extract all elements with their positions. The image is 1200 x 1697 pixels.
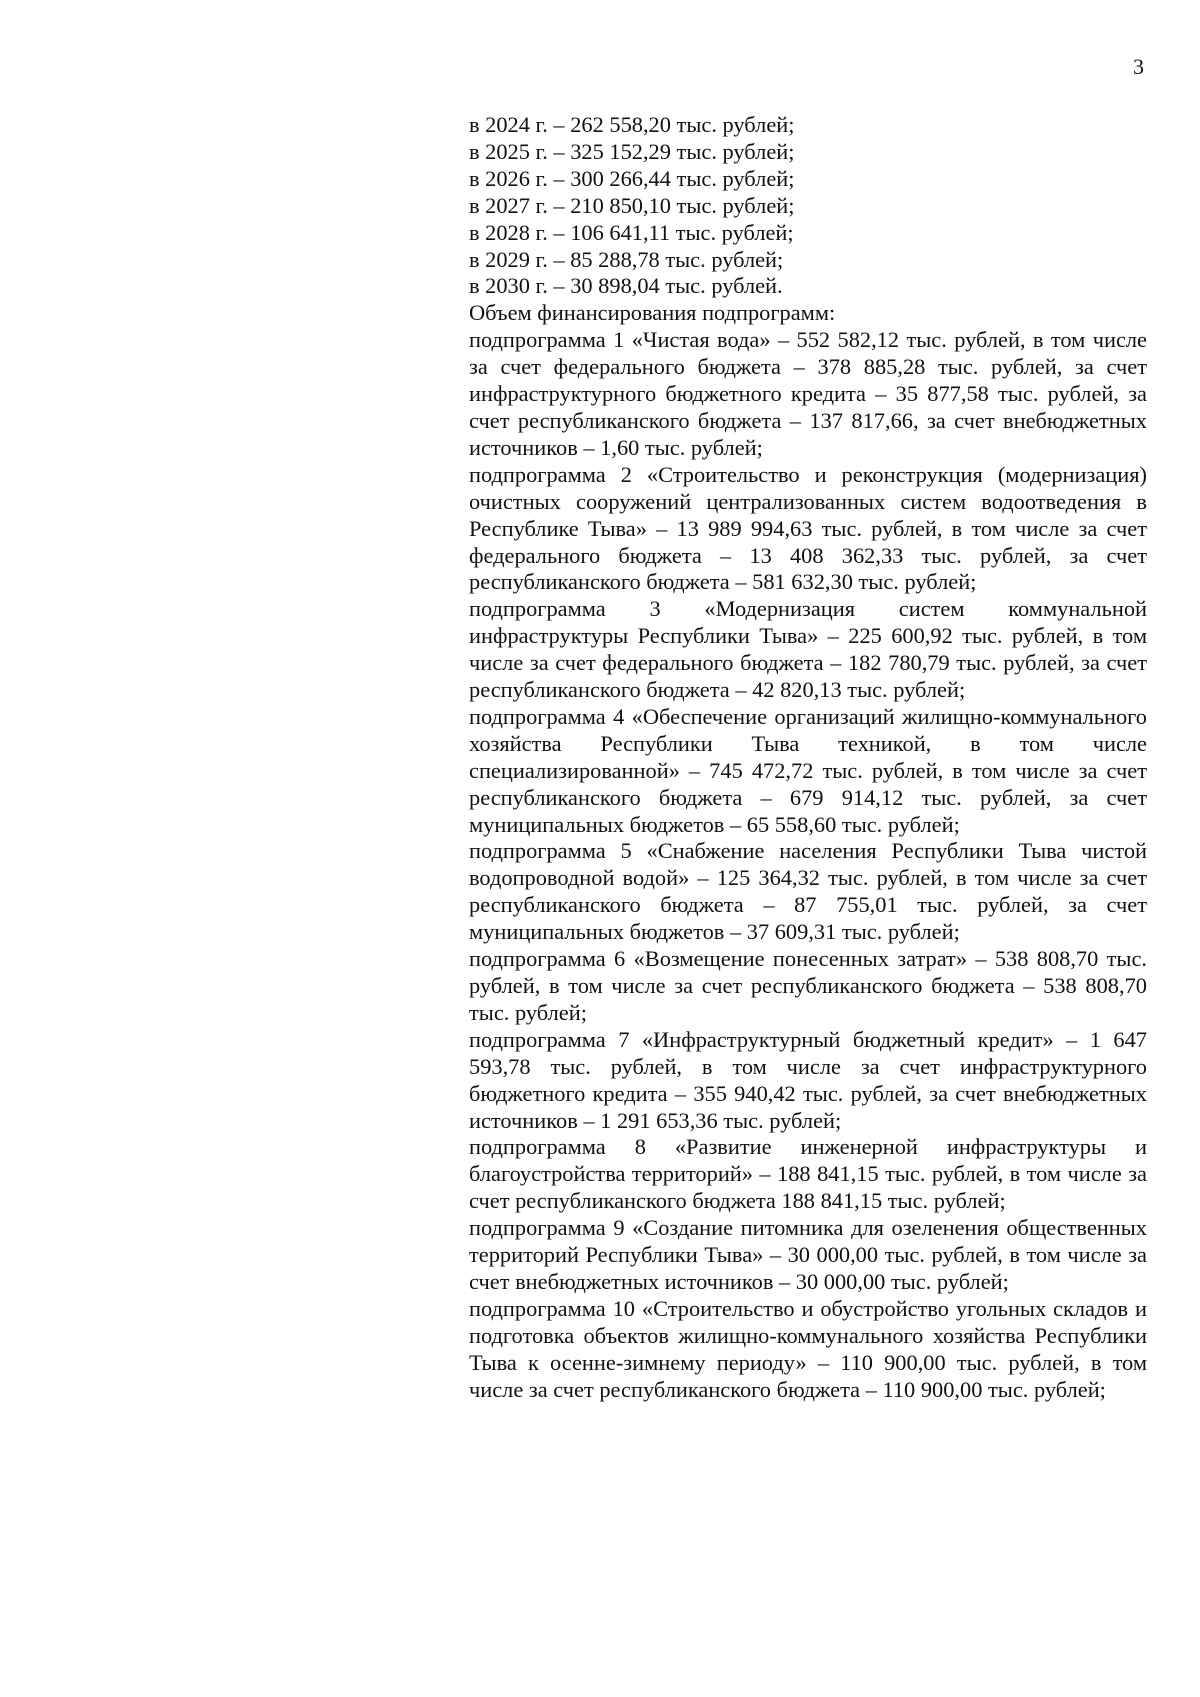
subprogram-7-paragraph: подпрограмма 7 «Инфраструктурный бюджетный кредит» – 1 647 593,78 тыс. рублей, в том числе за счет инфраструктурного бюджетного кредита – 355 940,42 тыс. рублей, за счет внебюджетных источников – 1 291 653,36 тыс. рублей;	[469, 1026, 1147, 1133]
year-line-2028: в 2028 г. – 106 641,11 тыс. рублей;	[469, 219, 794, 245]
year-line-2029: в 2029 г. – 85 288,78 тыс. рублей;	[469, 246, 784, 272]
subprogram-2-paragraph: подпрограмма 2 «Строительство и реконструкция (модернизация) очистных сооружений централизованных систем водоотведения в Республике Тыва» – 13 989 994,63 тыс. рублей, в том числе за счет федерального бюджета – 13 408 362,33 тыс. рублей, за счет республиканского бюджета – 581 632,30 тыс. рублей;	[469, 461, 1147, 595]
subprograms-heading: Объем финансирования подпрограмм:	[469, 300, 836, 326]
page-number: 3	[1133, 54, 1144, 79]
year-line-2027: в 2027 г. – 210 850,10 тыс. рублей;	[469, 192, 795, 218]
subprogram-9-paragraph: подпрограмма 9 «Создание питомника для озеленения общественных территорий Республики Тыва» – 30 000,00 тыс. рублей, в том числе за счет внебюджетных источников – 30 000,00 тыс. рублей;	[469, 1215, 1147, 1294]
year-line-2030: в 2030 г. – 30 898,04 тыс. рублей.	[469, 273, 783, 299]
subprogram-3-paragraph: подпрограмма 3 «Модернизация систем коммунальной инфраструктуры Республики Тыва» – 225 600,92 тыс. рублей, в том числе за счет федерального бюджета – 182 780,79 тыс. рублей, за счет республиканского бюджета – 42 820,13 тыс. рублей;	[469, 596, 1147, 703]
year-line-2026: в 2026 г. – 300 266,44 тыс. рублей;	[469, 165, 795, 191]
subprogram-1-paragraph: подпрограмма 1 «Чистая вода» – 552 582,12 тыс. рублей, в том числе за счет федерального бюджета – 378 885,28 тыс. рублей, за счет инфраструктурного бюджетного кредита – 35 877,58 тыс. рублей, за счет республиканского бюджета – 137 817,66, за счет внебюджетных источников – 1,60 тыс. рублей;	[469, 327, 1147, 460]
subprogram-8-paragraph: подпрограмма 8 «Развитие инженерной инфраструктуры и благоустройства территорий» – 188 841,15 тыс. рублей, в том числе за счет республиканского бюджета 188 841,15 тыс. рублей;	[469, 1134, 1147, 1214]
year-line-2025: в 2025 г. – 325 152,29 тыс. рублей;	[469, 138, 795, 164]
year-line-2024: в 2024 г. – 262 558,20 тыс. рублей;	[469, 112, 795, 137]
subprogram-5-paragraph: подпрограмма 5 «Снабжение населения Республики Тыва чистой водопроводной водой» – 125 364,32 тыс. рублей, в том числе за счет республиканского бюджета – 87 755,01 тыс. рублей, за счет муниципальных бюджетов – 37 609,31 тыс. рублей;	[469, 838, 1147, 945]
subprogram-6-paragraph: подпрограмма 6 «Возмещение понесенных затрат» – 538 808,70 тыс. рублей, в том числе за счет республиканского бюджета – 538 808,70 тыс. рублей;	[469, 946, 1147, 1025]
document-body	[469, 112, 1147, 1404]
subprogram-10-paragraph: подпрограмма 10 «Строительство и обустройство угольных складов и подготовка объектов жилищно-коммунального хозяйства Республики Тыва к осенне-зимнему периоду» – 110 900,00 тыс. рублей, в том числе за счет республиканского бюджета – 110 900,00 тыс. рублей;	[469, 1295, 1147, 1402]
subprogram-4-paragraph: подпрограмма 4 «Обеспечение организаций жилищно-коммунального хозяйства Республики Тыва техникой, в том числе специализированной» – 745 472,72 тыс. рублей, в том числе за счет республиканского бюджета – 679 914,12 тыс. рублей, за счет муниципальных бюджетов – 65 558,60 тыс. рублей;	[469, 703, 1147, 837]
